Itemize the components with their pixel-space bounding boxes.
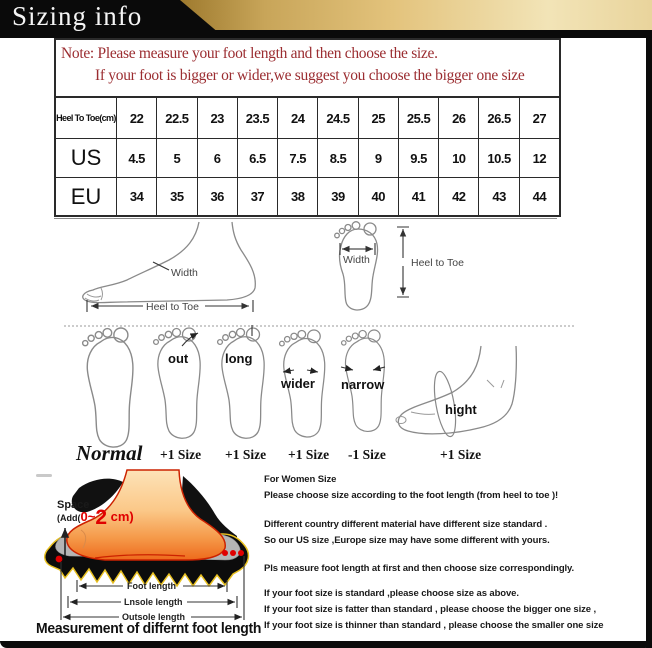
- table-cell: 42: [438, 178, 478, 215]
- size-adjust-label: +1 Size: [440, 447, 482, 462]
- table-cell: 25: [358, 98, 398, 138]
- measure-dot: [222, 550, 228, 556]
- size-guide-group: [264, 517, 642, 549]
- size-guide-line: So our US size ,Europe size may have some different with yours.: [264, 535, 550, 546]
- foot-type-label: hight: [445, 402, 477, 417]
- measure-dot: [230, 550, 236, 556]
- space-add-line: [57, 506, 134, 529]
- table-cell: 24.5: [317, 98, 357, 138]
- note-line-2: If your foot is bigger or wider,we suggest you choose the bigger one size: [95, 67, 525, 85]
- side-heel-to-toe-label: Heel to Toe: [146, 301, 199, 313]
- side-width-label: Width: [171, 267, 198, 279]
- table-cell: 22.5: [156, 98, 196, 138]
- table-cell: 41: [398, 178, 438, 215]
- table-cell: 27: [519, 98, 559, 138]
- table-underline: [54, 218, 557, 219]
- table-cell: 23.5: [237, 98, 277, 138]
- table-row-us: [56, 139, 559, 178]
- table-cell: 22: [116, 98, 156, 138]
- narrow-arrow-left: [341, 367, 353, 370]
- size-guide-line: Pls measure foot length at first and then choose size correspondingly.: [264, 563, 575, 574]
- size-guide-group: [264, 586, 642, 634]
- table-cell: 24: [277, 98, 317, 138]
- table-cell: 44: [519, 178, 559, 215]
- table-cell: 10.5: [478, 139, 518, 177]
- size-guide-line: If your foot size is thinner than standard , please choose the smaller one size: [264, 620, 604, 631]
- page-title: Sizing info: [12, 1, 143, 31]
- size-guide-line: If your foot size is fatter than standard , please choose the bigger one size ,: [264, 604, 597, 615]
- space-big-number: 2: [95, 506, 108, 529]
- right-border-strip: [646, 0, 652, 648]
- size-chart-block: [54, 38, 561, 217]
- size-adjust-label: +1 Size: [288, 447, 330, 462]
- foot-measure-diagram: [57, 222, 557, 320]
- foot-types-diagram: [60, 322, 580, 465]
- table-cell: 8.5: [317, 139, 357, 177]
- table-cell: 38: [277, 178, 317, 215]
- foot-type-label: long: [225, 351, 253, 366]
- footprint-normal: [83, 328, 133, 447]
- size-guide-line: If your foot size is standard ,please choose size as above.: [264, 588, 519, 599]
- size-adjust-label: -1 Size: [348, 447, 386, 462]
- footprint-long: [218, 328, 265, 438]
- foot-length-label: Foot length: [127, 581, 176, 591]
- outsole-length-label: Outsole length: [122, 612, 185, 622]
- measure-dot: [238, 550, 244, 556]
- table-cell: 34: [116, 178, 156, 215]
- row-header: US: [70, 145, 102, 170]
- table-cell: 40: [358, 178, 398, 215]
- size-guide-line: Please choose size according to the foot length (from heel to toe )!: [264, 490, 559, 501]
- table-cell: 36: [197, 178, 237, 215]
- foot-ankle-view: [396, 346, 516, 438]
- space-unit: cm): [107, 509, 134, 524]
- top-heel-to-toe-label: Heel to Toe: [411, 257, 464, 269]
- table-cell: 23: [197, 98, 237, 138]
- space-label: Space: [57, 499, 90, 511]
- table-cell: 35: [156, 178, 196, 215]
- measure-dot: [56, 556, 63, 563]
- table-cell: 25.5: [398, 98, 438, 138]
- table-cell: 43: [478, 178, 518, 215]
- diagram-caption: Measurement of differnt foot length: [36, 620, 262, 637]
- table-cell: 10: [438, 139, 478, 177]
- note-line-1: Note: Please measure your foot length and then choose the size.: [61, 45, 438, 62]
- foot-side-view: [83, 222, 256, 313]
- top-width-label: Width: [343, 254, 370, 266]
- space-range: 0~: [80, 509, 96, 524]
- space-add-prefix: (Add(: [57, 513, 81, 523]
- table-cell: 26.5: [478, 98, 518, 138]
- table-cell: 37: [237, 178, 277, 215]
- foot-type-label: narrow: [341, 377, 385, 392]
- table-cell: 9: [358, 139, 398, 177]
- note-box: [56, 40, 559, 98]
- foot-type-label: out: [168, 351, 189, 366]
- gold-ribbon: [180, 0, 652, 30]
- size-guide-text: [264, 472, 642, 634]
- space-annotation: [57, 499, 134, 529]
- table-cell: 12: [519, 139, 559, 177]
- table-cell: 39: [317, 178, 357, 215]
- table-cell: 4.5: [116, 139, 156, 177]
- size-guide-group: [264, 561, 642, 577]
- narrow-arrow-right: [373, 367, 385, 370]
- table-cell: 5: [156, 139, 196, 177]
- footprint-out: [154, 328, 201, 438]
- foot-type-label: wider: [281, 376, 315, 391]
- table-cell: 9.5: [398, 139, 438, 177]
- insole-length-label: Lnsole length: [124, 597, 183, 607]
- table-cell: 6.5: [237, 139, 277, 177]
- row-header: EU: [70, 183, 102, 209]
- wider-arrow-right: [307, 370, 318, 372]
- table-row-heel-to-toe: [56, 98, 559, 139]
- table-row-eu: [56, 178, 559, 215]
- size-guide-line: Different country different material have different size standard .: [264, 519, 548, 530]
- size-adjust-label: +1 Size: [225, 447, 267, 462]
- bottom-border-bar: [0, 641, 652, 648]
- size-adjust-label: +1 Size: [160, 447, 202, 462]
- table-cell: 26: [438, 98, 478, 138]
- row-header: Heel To Toe(cm): [56, 113, 116, 123]
- table-cell: 7.5: [277, 139, 317, 177]
- size-guide-line: For Women Size: [264, 474, 337, 485]
- size-guide-group: [264, 472, 642, 504]
- crop-artifact-dash: [36, 474, 52, 477]
- size-adjust-label: Normal: [76, 441, 143, 465]
- table-cell: 6: [197, 139, 237, 177]
- foot-top-view: [335, 222, 464, 310]
